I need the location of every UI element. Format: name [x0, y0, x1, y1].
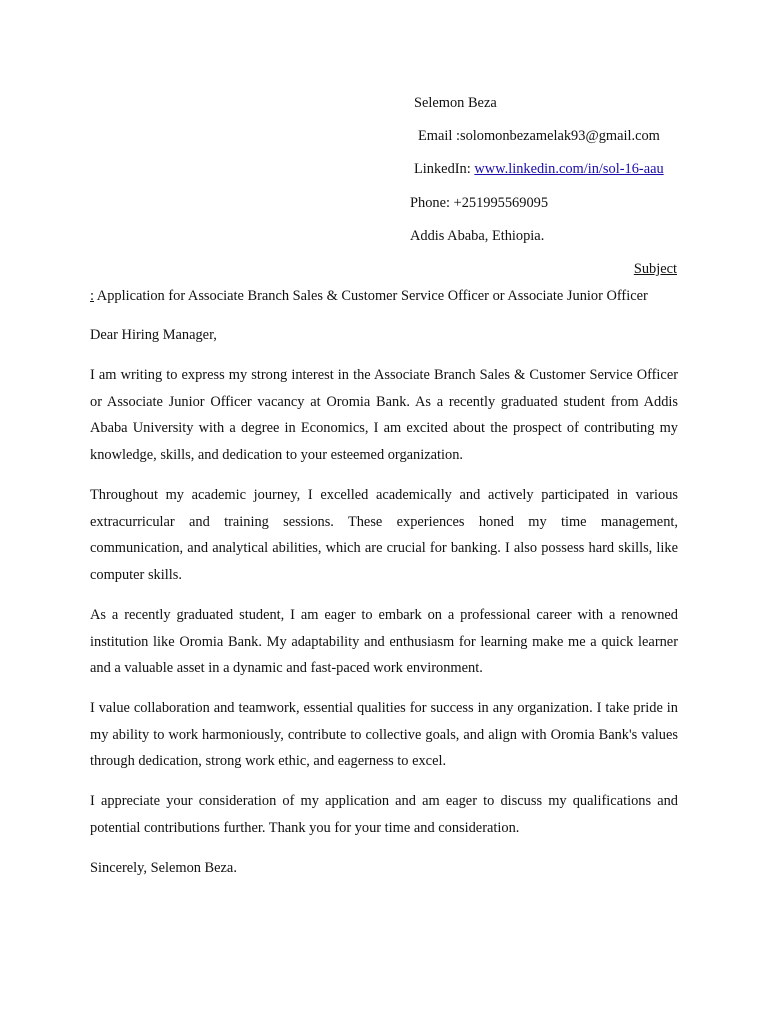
salutation: Dear Hiring Manager,	[90, 327, 217, 343]
linkedin-label: LinkedIn:	[414, 161, 475, 177]
sender-email-line	[418, 126, 660, 146]
sender-linkedin-line	[414, 159, 664, 179]
email-label: Email :	[418, 128, 460, 144]
body-paragraph-2: Throughout my academic journey, I excelled academically and actively participated in various extracurricular and training sessions. These experiences honed my time management, communication, and analytical abilities, which are crucial for banking. I also possess hard skills, like computer skills.	[90, 487, 678, 584]
email-address: solomonbezamelak93@gmail.com	[459, 128, 660, 144]
sender-name: Selemon Beza	[414, 95, 497, 111]
body-paragraph-1: I am writing to express my strong interest in the Associate Branch Sales & Customer Service Officer or Associate Junior Officer vacancy at Oromia Bank. As a recently graduated student from Addis Ababa University with a degree in Economics, I am excited about the prospect of contributing my knowledge, skills, and dedication to your esteemed organization.	[90, 367, 678, 464]
sender-phone: Phone: +251995569095	[410, 195, 549, 211]
linkedin-link[interactable]: www.linkedin.com/in/sol-16-aau	[474, 161, 664, 177]
subject-colon: :	[90, 288, 94, 304]
sender-address: Addis Ababa, Ethiopia.	[410, 228, 545, 244]
body-paragraph-5: I appreciate your consideration of my application and am eager to discuss my qualifications and potential contributions further. Thank you for your time and consideration.	[90, 793, 678, 836]
body-paragraph-3: As a recently graduated student, I am eager to embark on a professional career with a renowned institution like Oromia Bank. My adaptability and enthusiasm for learning make me a quick learner and a valuable asset in a dynamic and fast-paced work environment.	[90, 607, 678, 677]
subject-text: Application for Associate Branch Sales & Customer Service Officer or Associate Junior Officer	[94, 288, 648, 304]
closing-signature: Sincerely, Selemon Beza.	[90, 860, 237, 876]
subject-line	[90, 286, 678, 306]
subject-label: Subject	[633, 261, 677, 277]
body-paragraph-4: I value collaboration and teamwork, essential qualities for success in any organization. I take pride in my ability to work harmoniously, contribute to collective goals, and align with Oromia Bank's values through dedication, strong work ethic, and eagerness to excel.	[90, 700, 678, 770]
